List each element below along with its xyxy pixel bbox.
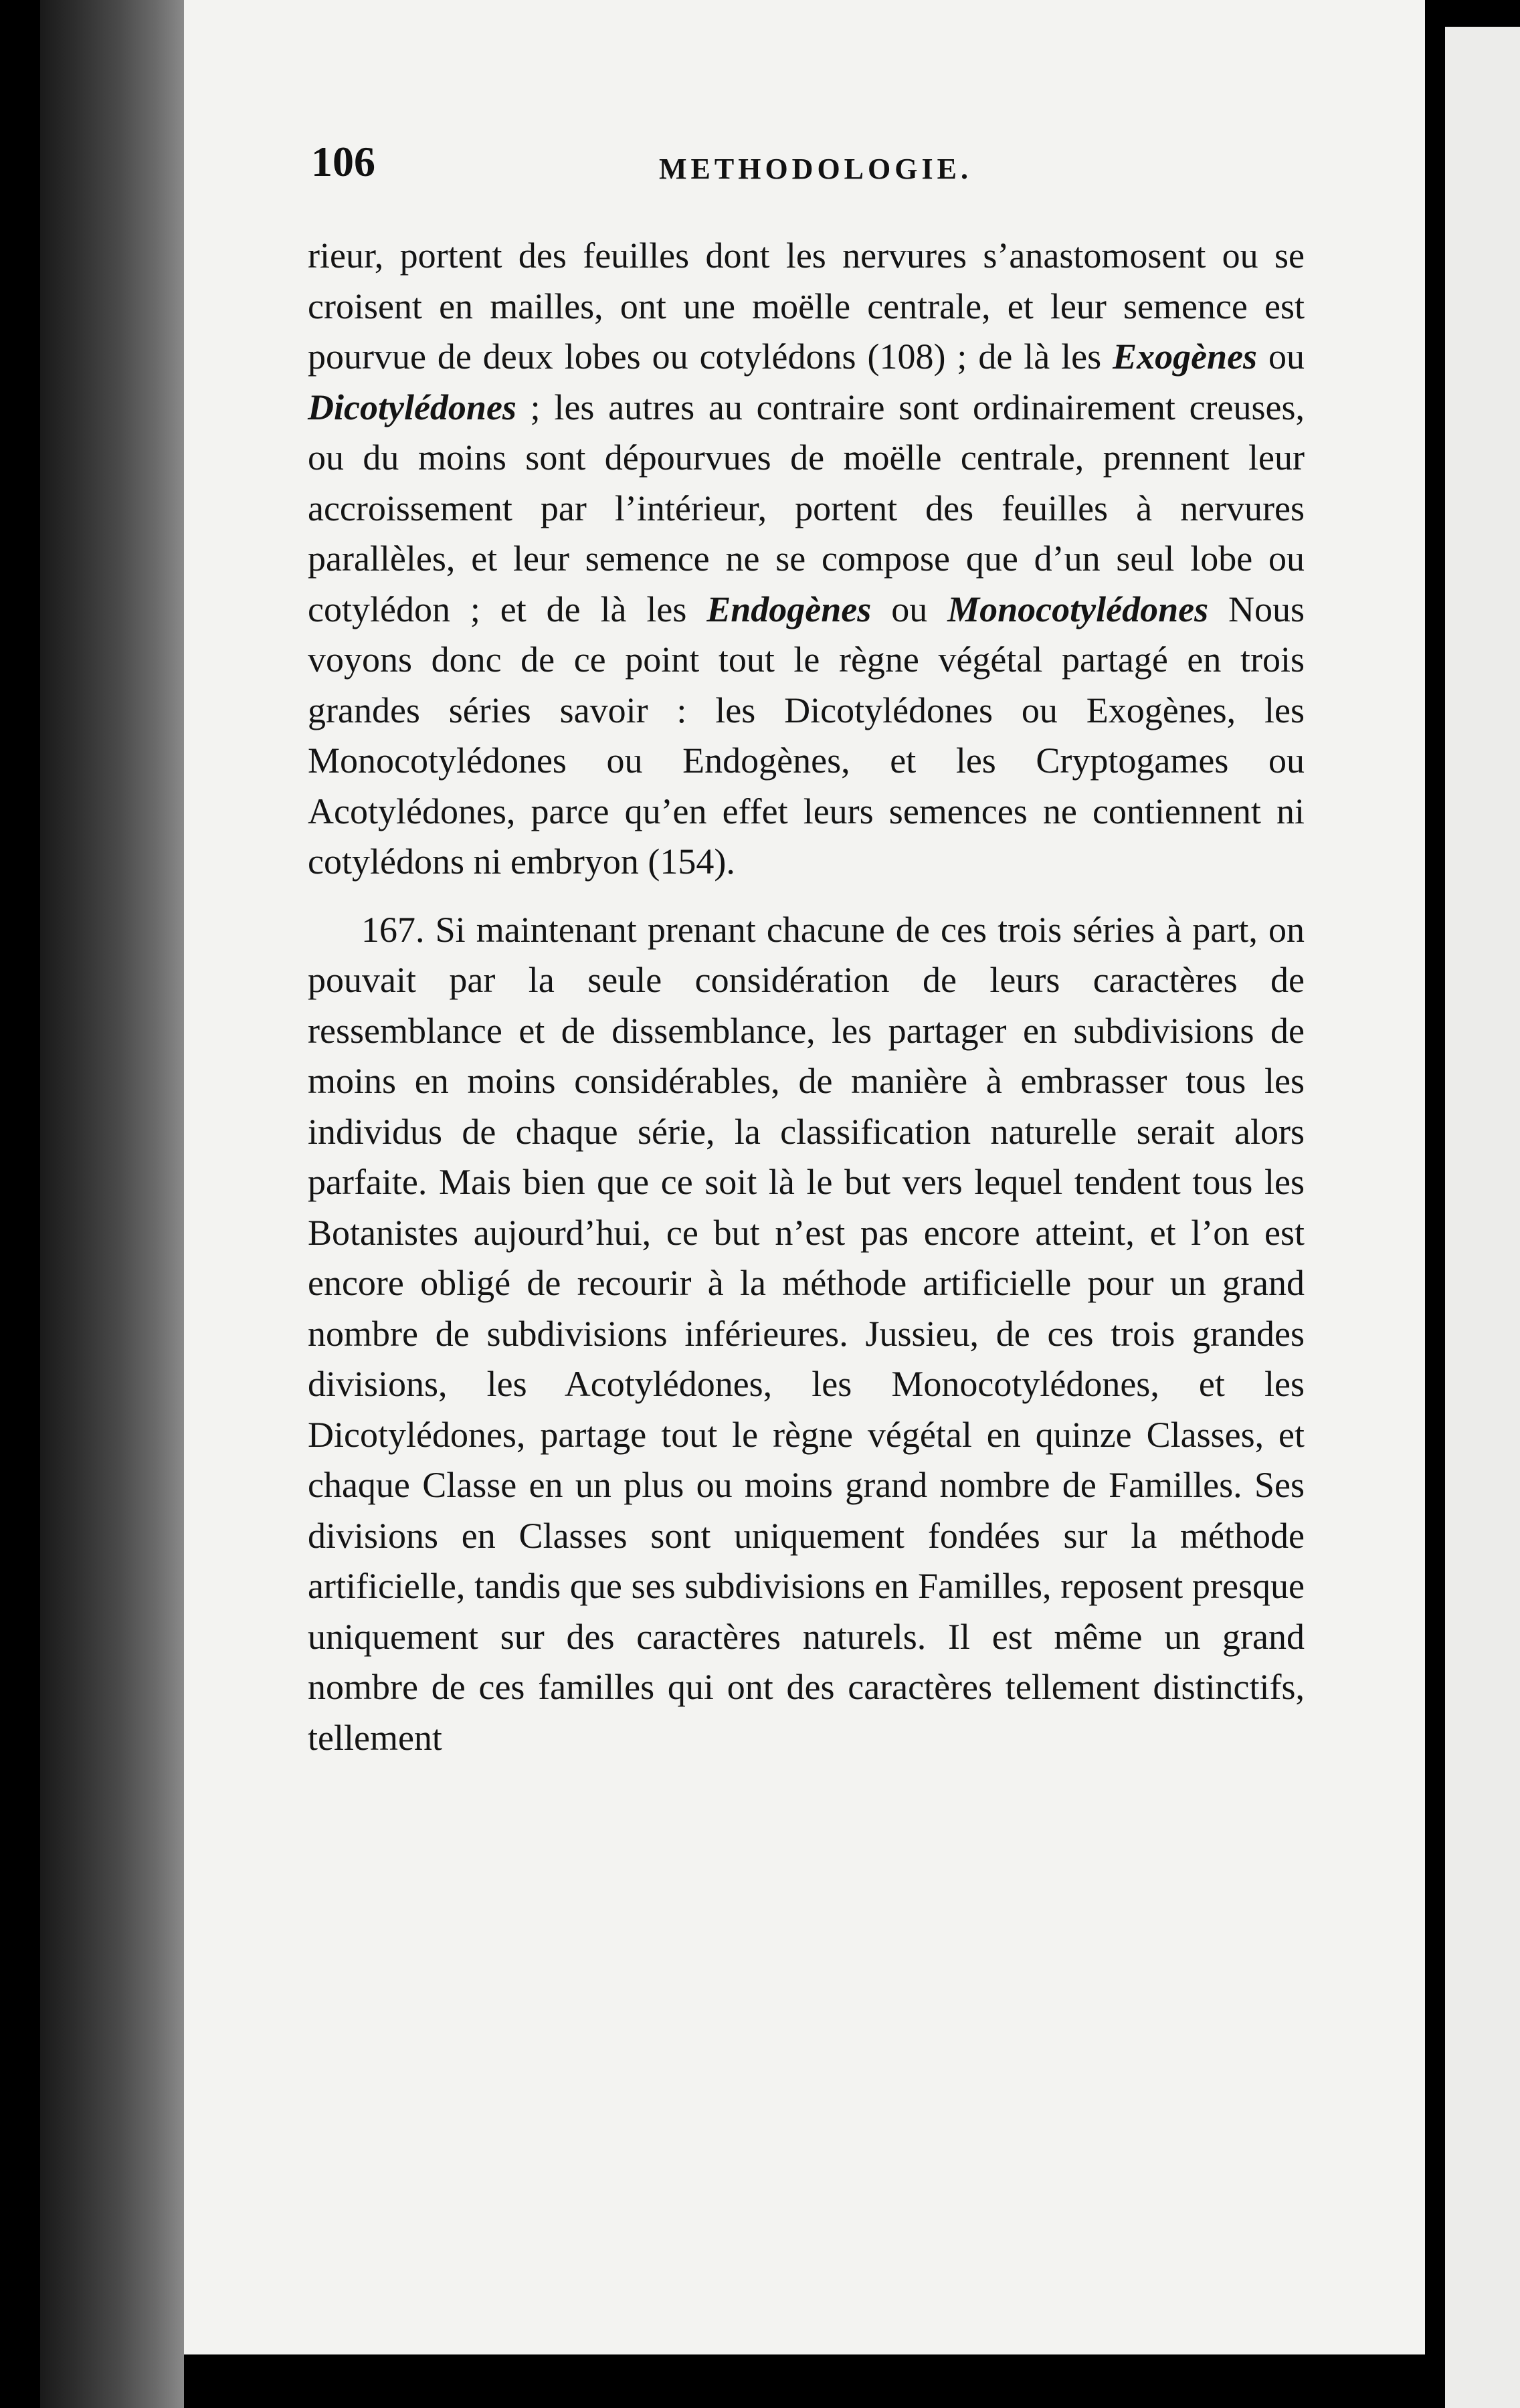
term-dicotyledones: Dicotylédones bbox=[308, 387, 516, 427]
paragraph-167: 167. Si maintenant prenant chacune de ces trois séries à part, on pouvait par la seule considération de leurs caractères de ressemblance et de dissemblance, les partager en subdivisions de moins en moins considérables, de manière à embrasser tous les individus de chaque série, la classification naturelle serait alors parfaite. Mais bien que ce soit là le but vers lequel tendent tous les Botanistes aujourd’hui, ce but n’est pas encore atteint, et l’on est encore obligé de recourir à la méthode artificielle pour un grand nombre de subdivisions inférieures. Jussieu, de ces trois grandes divisions, les Acotylédones, les Monocotylédones, et les Dicotylédones, partage tout le règne végétal en quinze Classes, et chaque Classe en un plus ou moins grand nombre de Familles. Ses divisions en Classes sont uniquement fondées sur la méthode artificielle, tandis que ses subdivisions en Familles, reposent presque uniquement sur des caractères naturels. Il est même un grand nombre de ces familles qui ont des caractères tellement distinctifs, tellement bbox=[308, 909, 1305, 1758]
para1-text-3: ; les autres au contraire sont ordinairement creuses, ou du moins sont dépourvues de moëlle centrale, prennent leur accroissement par l’intérieur, portent des feuilles à nervures parallèles, et leur semence ne se compose que d’un seul lobe ou cotylédon ; et de là les bbox=[308, 387, 1305, 629]
term-endogenes: Endogènes bbox=[706, 589, 872, 629]
para1-text-5: Nous voyons donc de ce point tout le règne végétal partagé en trois grandes séries savoir : les Dicotylédones ou Exogènes, les Monocotylédones ou Endogènes, et les Cryptogames ou Acotylédones, parce qu’en effet leurs semences ne contiennent ni cotylédons ni embryon (154). bbox=[308, 589, 1305, 882]
para1-text-4: ou bbox=[871, 589, 948, 629]
para1-text-1: rieur, portent des feuilles dont les nervures s’anastomosent ou se croisent en mailles, ont une moëlle centrale, et leur semence est pourvue de deux lobes ou cotylédons (108) ; de là les bbox=[308, 235, 1305, 377]
adjacent-page-edge bbox=[1445, 27, 1520, 2408]
running-head bbox=[311, 137, 1291, 197]
term-monocotyledones: Monocotylédones bbox=[947, 589, 1209, 629]
running-title: METHODOLOGIE. bbox=[659, 153, 972, 185]
paragraph-1 bbox=[308, 231, 1305, 888]
term-exogenes: Exogènes bbox=[1113, 336, 1258, 377]
para1-text-2: ou bbox=[1257, 336, 1305, 377]
book-binding bbox=[40, 0, 184, 2408]
body-text bbox=[308, 231, 1305, 1763]
page-number: 106 bbox=[311, 138, 375, 185]
book-page bbox=[184, 0, 1425, 2354]
